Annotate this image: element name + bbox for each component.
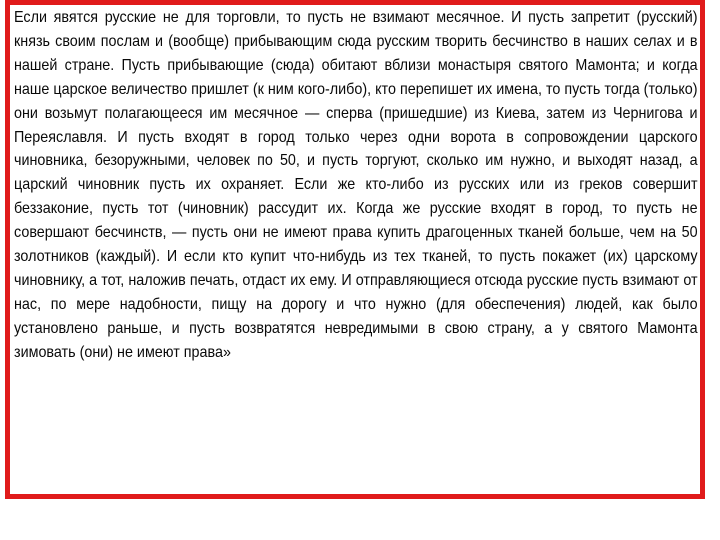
treaty-text-paragraph: Если явятся русские не для торговли, то пусть не взимают месячное. И пусть запретит (русский) князь своим послам и (вообще) прибывающим сюда русским творить бесчинство в наших селах и в нашей стране. Пусть прибывающие (сюда) обитают вблизи монастыря святого Мамонта; и когда наше царское величество пришлет (к ним кого-либо), кто перепишет их имена, то пусть тогда (только) они возьмут полагающееся им месячное — сперва (пришедшие) из Киева, затем из Чернигова и Переяславля. И пусть входят в город только через одни ворота в сопровождении царского чиновника, безоружными, человек по 50, и пусть торгуют, сколько им нужно, и выходят назад, а царский чиновник пусть их охраняет. Если же кто-либо из русских или из греков совершит беззаконие, пусть тот (чиновник) рассудит их. Когда же русские входят в город, то пусть не совершают бесчинств, — пусть они не имеют права купить драгоценных тканей больше, чем на 50 золотников (каждый). И если кто купит что-нибудь из тех тканей, то пусть покажет (их) царскому чиновнику, а тот, наложив печать, отдаст их ему. И отправляющиеся отсюда русские пусть взимают от нас, по мере надобности, пищу на дорогу и что нужно (для обеспечения) людей, как было установлено раньше, и пусть возвратятся невредимыми в свою страну, а у святого Мамонта зимовать (они) не имеют права»: [14, 9, 698, 361]
